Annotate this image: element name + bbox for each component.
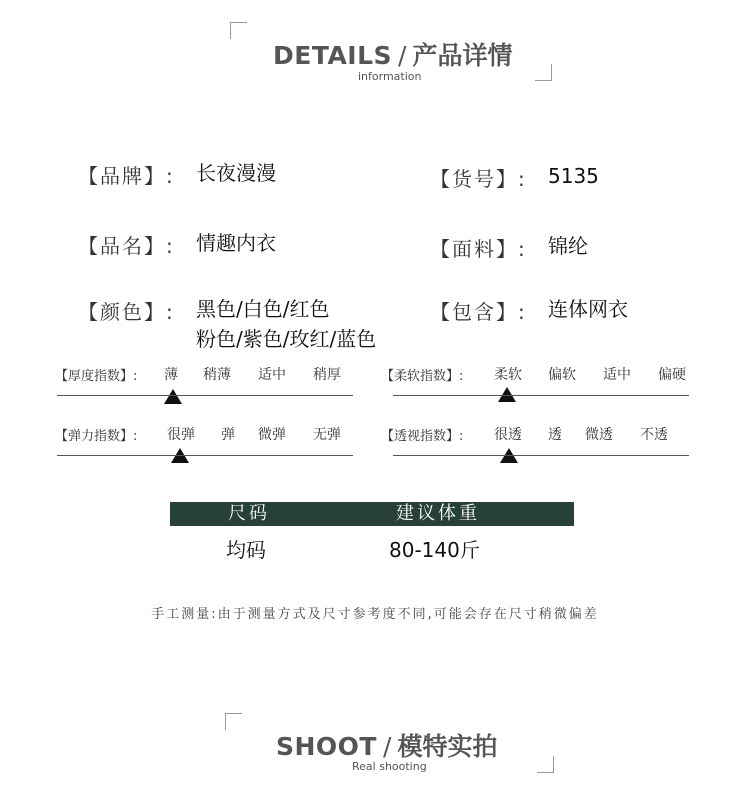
scale-transparency-option: 很透 — [494, 427, 522, 443]
scale-transparency-line — [393, 455, 689, 456]
scale-softness-option: 偏软 — [548, 367, 576, 383]
scale-thickness-label: 【厚度指数】: — [55, 369, 138, 384]
shoot-title-en: SHOOT — [276, 732, 377, 761]
corner-bracket-top-left — [225, 713, 242, 730]
scale-elasticity-option: 弹 — [221, 427, 235, 443]
spec-item-no-key: 【货号】: — [430, 167, 527, 191]
spec-fabric-value: 锦纶 — [548, 234, 588, 258]
spec-brand-value: 长夜漫漫 — [196, 161, 276, 185]
scale-softness-line — [393, 395, 689, 396]
size-row-size: 均码 — [226, 538, 266, 562]
details-title-separator: / — [398, 41, 407, 70]
spec-fabric-key: 【面料】: — [430, 237, 527, 261]
scale-softness-option: 柔软 — [494, 367, 522, 383]
scale-thickness-marker — [164, 389, 182, 404]
scale-thickness-option: 稍厚 — [313, 367, 341, 383]
scale-elasticity-line — [57, 455, 353, 456]
corner-bracket-bottom-right — [537, 756, 554, 773]
scale-thickness-option: 薄 — [164, 367, 178, 383]
spec-name-value: 情趣内衣 — [196, 231, 276, 255]
scale-softness-label: 【柔软指数】: — [381, 369, 464, 384]
scale-softness-option: 适中 — [603, 367, 631, 383]
spec-includes-value: 连体网衣 — [548, 297, 628, 321]
size-row-weight: 80-140斤 — [389, 538, 480, 562]
shoot-title-separator: / — [383, 732, 392, 761]
details-title — [273, 36, 512, 72]
scale-thickness-line — [57, 395, 353, 396]
spec-color-value-line2: 粉色/紫色/玫红/蓝色 — [196, 327, 377, 351]
scale-transparency-label: 【透视指数】: — [381, 429, 464, 444]
scale-transparency-option: 透 — [548, 427, 562, 443]
spec-name-key: 【品名】: — [78, 234, 175, 258]
shoot-title-cn: 模特实拍 — [397, 732, 498, 761]
size-table-header — [170, 502, 574, 526]
details-title-cn: 产品详情 — [412, 41, 513, 70]
spec-brand-key: 【品牌】: — [78, 164, 175, 188]
size-header-weight: 建议体重 — [396, 503, 480, 524]
spec-color-value-line1: 黑色/白色/红色 — [196, 297, 330, 321]
scale-transparency-option: 不透 — [640, 427, 668, 443]
measurement-note: 手工测量:由于测量方式及尺寸参考度不同,可能会存在尺寸稍微偏差 — [151, 607, 599, 622]
size-header-size: 尺码 — [228, 503, 270, 524]
spec-includes-key: 【包含】: — [430, 300, 527, 324]
scale-transparency-option: 微透 — [585, 427, 613, 443]
scale-thickness-option: 稍薄 — [203, 367, 231, 383]
scale-elasticity-option: 很弹 — [167, 427, 195, 443]
shoot-title — [276, 727, 497, 763]
details-subtitle: information — [358, 70, 422, 83]
scale-softness-option: 偏硬 — [658, 367, 686, 383]
scale-elasticity-option: 微弹 — [258, 427, 286, 443]
details-title-en: DETAILS — [273, 41, 393, 70]
shoot-subtitle: Real shooting — [352, 760, 427, 773]
spec-item-no-value: 5135 — [548, 164, 599, 188]
corner-bracket-bottom-right — [535, 64, 552, 81]
scale-elasticity-option: 无弹 — [313, 427, 341, 443]
scale-elasticity-label: 【弹力指数】: — [55, 429, 138, 444]
scale-thickness-option: 适中 — [258, 367, 286, 383]
corner-bracket-top-left — [230, 22, 247, 39]
spec-color-key: 【颜色】: — [78, 300, 175, 324]
